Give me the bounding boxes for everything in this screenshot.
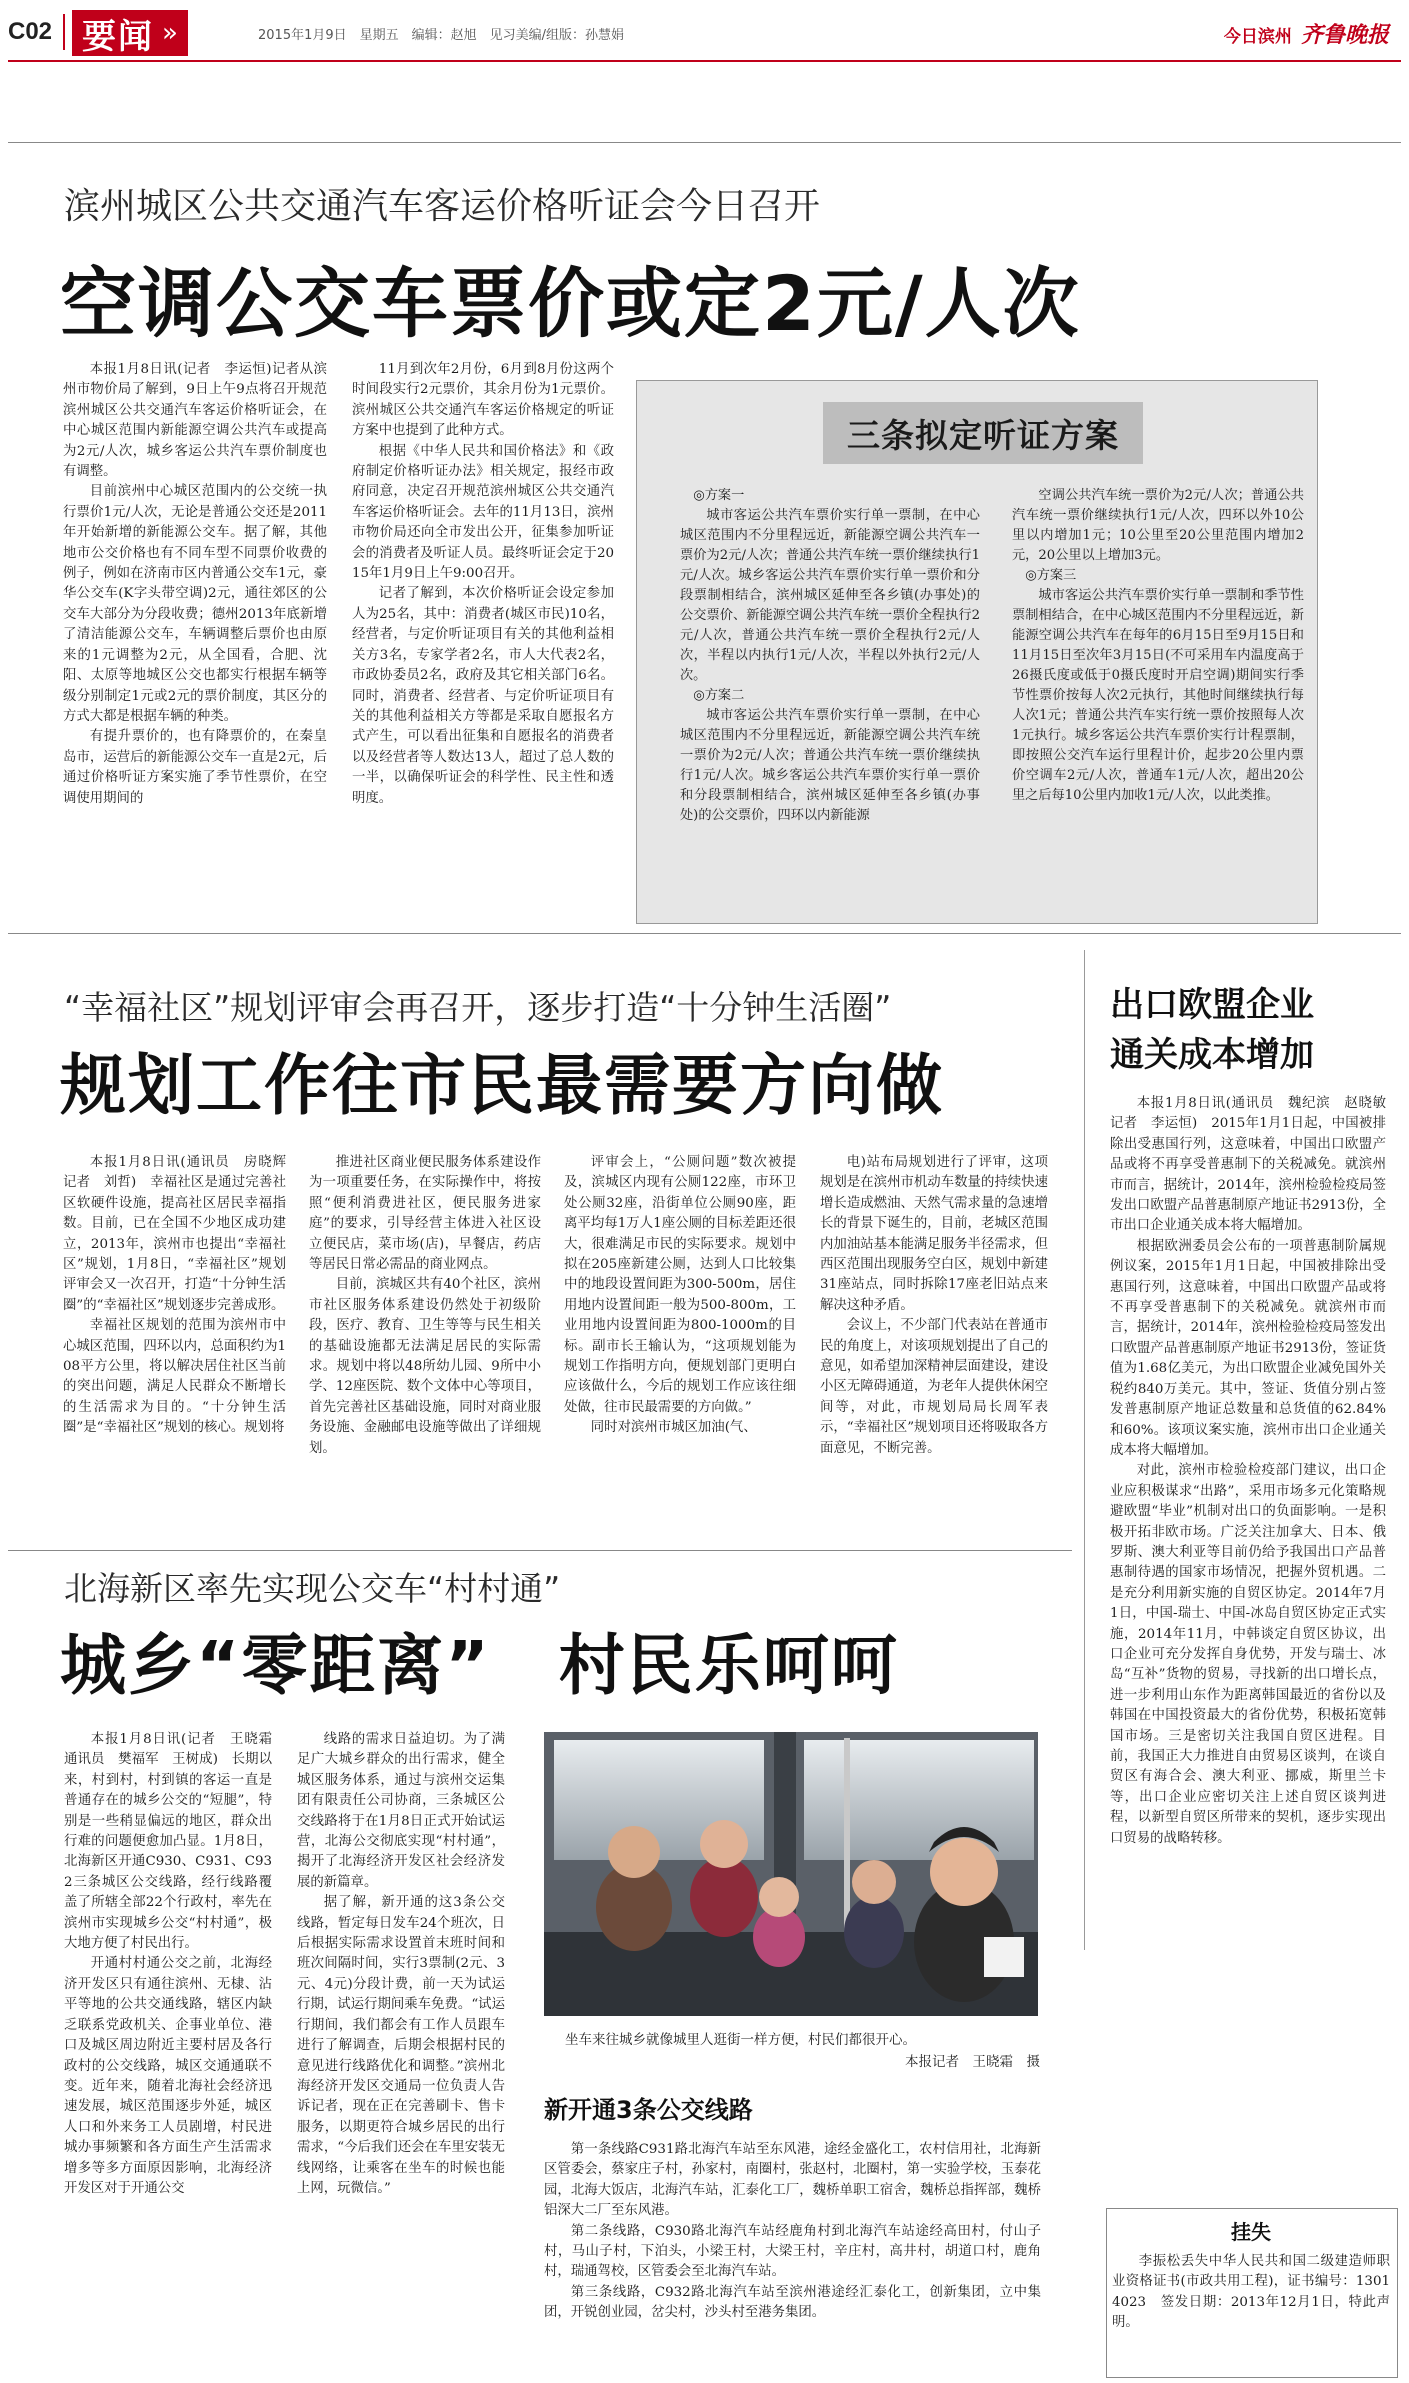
proposal-col-a xyxy=(680,486,980,908)
article3-headline: 出口欧盟企业 通关成本增加 xyxy=(1110,985,1314,1075)
page-header xyxy=(0,0,1409,62)
vertical-rule xyxy=(1084,950,1085,1950)
paragraph: 根据欧洲委员会公布的一项普惠制阶属规例议案，2015年1月1日起，中国被排除出受惠国行列，这意味着，中国出口欧盟产品或将不再享受普惠制下的关税减免。就滨州市而言，据统计，2014年，滨州检验检疫局签发出口欧盟产品普惠制原产地证书2913份，签证货值为1.68亿美元，为出口欧盟企业减免国外关税约840万美元。其中，签证、货值分别占签发普惠制原产地证总数量和总货值的62.84%和60%。该项议案实施，滨州市出口企业通关成本将大幅增加。 xyxy=(1110,1238,1386,1458)
photo-caption: 坐车来往城乡就像城里人逛街一样方便，村民们都很开心。 xyxy=(565,2032,916,2048)
paragraph: 有提升票价的，也有降票价的，在秦皇岛市，运营后的新能源公交车一直是2元，后通过价格听证方案实施了季节性票价，在空调使用期间的 xyxy=(63,729,327,806)
notice-paragraph: 李振松丢失中华人民共和国二级建造师职业资格证书(市政共用工程)，证书编号：13014023 签发日期：2013年12月1日，特此声明。 xyxy=(1112,2254,1390,2331)
paragraph: 空调公共汽车统一票价为2元/人次；普通公共汽车统一票价继续执行1元/人次，四环以外10公里以内增加1元；10公里至20公里范围内增加2元，20公里以上增加3元。 xyxy=(1012,488,1304,563)
section-rule-2 xyxy=(8,1550,1072,1551)
article4-kicker: 北海新区率先实现公交车“村村通” xyxy=(64,1569,561,1608)
header-info: 2015年1月9日 星期五 编辑：赵旭 见习美编/组版：孙慧娟 xyxy=(258,28,625,43)
article2-col3 xyxy=(564,1153,796,1533)
article2-col2 xyxy=(309,1153,541,1533)
section-label: 要闻 » xyxy=(72,10,188,56)
article4-headline: 城乡“零距离” 村民乐呵呵 xyxy=(60,1627,899,1704)
paragraph: ◎方案三 xyxy=(1025,568,1077,583)
paragraph: ◎方案二 xyxy=(693,688,745,703)
paragraph: 开通村村通公交之前，北海经济开发区只有通往滨州、无棣、沾平等地的公共交通线路，辖区内缺乏联系党政机关、企事业单位、港口及城区周边附近主要村居及各行政村的公交线路，城区交通通联不变。近年来，随着北海社会经济迅速发展，城区范围逐步外延，城区人口和外来务工人员剧增，村民进城办事频繁和各方面生产生活需求增多等多方面原因影响，北海经济开发区对于开通公交 xyxy=(64,1956,272,2196)
article4-col2 xyxy=(297,1730,505,2240)
header-rule xyxy=(8,60,1401,62)
notice-text xyxy=(1112,2252,1390,2368)
paragraph: 第三条线路，C932路北海汽车站至滨州港途经汇泰化工，创新集团，立中集团，开锐创业园，岔尖村，沙头村至港务集团。 xyxy=(544,2284,1041,2321)
section-rule-1 xyxy=(8,933,1401,934)
paragraph: 目前，滨城区共有40个社区，滨州市社区服务体系建设仍然处于初级阶段，医疗、教育、卫生等等与民生相关的基础设施都无法满足居民的实际需求。规划中将以48所幼儿园、9所中小学、12座医院、数个文体中心等项目，首先完善社区基础设施，同时对商业服务设施、金融邮电设施等做出了详细规划。 xyxy=(309,1277,541,1456)
article1-col2 xyxy=(352,360,614,920)
article2-kicker: “幸福社区”规划评审会再召开，逐步打造“十分钟生活圈” xyxy=(64,988,892,1027)
bus-photo xyxy=(544,1732,1038,2016)
article2-col1 xyxy=(63,1153,300,1533)
paragraph: 幸福社区规划的范围为滨州市中心城区范围，四环以内，总面积约为108平方公里，将以解决居住社区当前的突出问题，满足人民群众不断增长的生活需求为目的。“十分钟生活圈”是“幸福社区”规划的核心。规划将 xyxy=(63,1318,286,1436)
paragraph: 城市客运公共汽车票价实行单一票制，在中心城区范围内不分里程远近，新能源空调公共汽车统一票价为2元/人次；普通公共汽车统一票价继续执行1元/人次。城乡客运公共汽车票价实行单一票价和分段票制相结合，滨州城区延伸至各乡镇(办事处)的公交票价，四环以内新能源 xyxy=(680,708,980,823)
paragraph: 会议上，不少部门代表站在普通市民的角度上，对该项规划提出了自己的意见，如希望加深精神层面建设，建设小区无障碍通道，为老年人提供休闲空间等，对此，市规划局局长周军表示，“幸福社区”规划项目还将吸取各方面意见，不断完善。 xyxy=(820,1318,1048,1456)
article2-headline: 规划工作往市民最需要方向做 xyxy=(60,1047,944,1124)
double-chevron-icon: » xyxy=(162,18,178,48)
paragraph: 本报1月8日讯(通讯员 魏纪滨 赵晓敏 记者 李运恒) 2015年1月1日起，中国被排除出受惠国行列，这意味着，中国出口欧盟产品或将不再享受普惠制下的关税减免。就滨州市而言，据统计，2014年，滨州检验检疫局签发出口欧盟产品普惠制原产地证书2913份，全市出口企业通关成本将大幅增加。 xyxy=(1110,1096,1400,1234)
brand-logo: 今日滨州 齐鲁晚报 xyxy=(1223,22,1389,48)
routes-title: 新开通3条公交线路 xyxy=(544,2096,753,2124)
article4-col1 xyxy=(64,1730,286,2370)
paragraph: 评审会上，“公厕问题”数次被提及，滨城区内现有公厕122座，市环卫处公厕32座，沿街单位公厕90座，距离平均每1万人1座公厕的目标差距还很大，很难满足市民的实际要求。规划中拟在205座新建公厕，达到人口比较集中的地段设置间距为300-500m，居住用地内设置间距一般为500-800m，工业用地内设置间距为800-1000m的目标。副市长王输认为，“这项规划能为规划工作指明方向，便规划部门更明白应该做什么，今后的规划工作应该往细处做，往市民最需要的方向做。” xyxy=(564,1155,796,1415)
paragraph: 本报1月8日讯(通讯员 房晓辉 记者 刘哲) 幸福社区是通过完善社区软硬件设施，提高社区居民幸福指数。目前，已在全国不少地区成功建立，2013年，滨州市也提出“幸福社区”规划，1月8日，“幸福社区”规划评审会又一次召开，打造“十分钟生活圈”的“幸福社区”规划逐步完善成形。 xyxy=(63,1155,300,1313)
article1-headline: 空调公交车票价或定2元/人次 xyxy=(60,259,1081,348)
notice-title: 挂失 xyxy=(1231,2220,1271,2244)
proposal-col-b xyxy=(1012,486,1304,908)
paragraph: 据了解，新开通的这3条公交线路，暂定每日发车24个班次，日后根据实际需求设置首末班时间和班次间隔时间，实行3票制(2元、3元、4元)分段计费，前一天为试运行期，试运行期间乘车免费。“试运行期间，我们都会有工作人员跟车进行了解调查，后期会根据村民的意见进行线路优化和调整。”滨州北海经济开发区交通局一位负责人告诉记者，现在正在完善刷卡、售卡服务，以期更符合城乡居民的出行需求，“今后我们还会在车里安装无线网络，让乘客在坐车的时候也能上网，玩微信。” xyxy=(297,1895,505,2196)
paragraph: 线路的需求日益迫切。为了满足广大城乡群众的出行需求，健全城区服务体系，通过与滨州交运集团有限责任公司协商，三条城区公交线路将于在1月8日正式开始试运营，北海公交彻底实现“村村通”，揭开了北海经济开发区社会经济发展的新篇章。 xyxy=(297,1732,505,1890)
top-rule xyxy=(8,142,1401,143)
paragraph: 记者了解到，本次价格听证会设定参加人为25名，其中：消费者(城区市民)10名，经营者，与定价听证项目有关的其他利益相关方3名，专家学者2名，市人大代表2名，市政协委员2名，政府及其它相关部门6名。同时，消费者、经营者、与定价听证项目有关的其他利益相关方等都是采取自愿报名方式产生，可以看出征集和自愿报名的消费者以及经营者等人数达13人，超过了总人数的一半，以确保听证会的科学性、民主性和透明度。 xyxy=(352,586,614,806)
paragraph: 目前滨州中心城区范围内的公交统一执行票价1元/人次，无论是普通公交还是2011年开始新增的新能源公交车。据了解，其他地市公交价格也有不同车型不同票价收费的例子，例如在济南市区内普通公交车1元，豪华公交车(K字头带空调)2元，通往郊区的公交车大部分为分段收费；德州2013年底新增了清洁能源公交车，车辆调整后票价也由原来的1元调整为2元，从全国看，合肥、沈阳、太原等地城区公交也都实行根据车辆等级分别制定1元或2元的票价制度，其区分的方式大都是根据车辆的种类。 xyxy=(63,484,327,724)
paragraph: 城市客运公共汽车票价实行单一票制，在中心城区范围内不分里程远近，新能源空调公共汽车一票价为2元/人次；普通公共汽车统一票价继续执行1元/人次。城乡客运公共汽车票价实行单一票价和分段票制相结合，滨州城区延伸至各乡镇(办事处)的公交票价、新能源空调公共汽车统一票价全程执行2元/人次，普通公共汽车统一票价全程执行2元/人次，半程以内执行1元/人次，半程以外执行2元/人次。 xyxy=(680,508,980,683)
paragraph: 第二条线路，C930路北海汽车站经鹿角村到北海汽车站途经高田村，付山子村，马山子村，下泊头，小梁王村，大梁王村，辛庄村，高井村，胡道口村，鹿角村，瑞通驾校，区管委会至北海汽车站。 xyxy=(544,2223,1041,2280)
paragraph: 11月到次年2月份，6月到8月份这两个时间段实行2元票价，其余月份为1元票价。滨州城区公共交通汽车客运价格规定的听证方案中也提到了此种方式。 xyxy=(352,362,614,439)
paragraph: 城市客运公共汽车票价实行单一票制和季节性票制相结合，在中心城区范围内不分里程远近，新能源空调公共汽车在每年的6月15日至9月15日和11月15日至次年3月15日(不可采用车内温度高于26摄氏度或低于0摄氏度时开启空调)期间实行季节性票价按每人次2元执行，其他时间继续执行每人次1元；普通公共汽车实行统一票价按照每人次1元执行。城乡客运公共汽车票价实行计程票制，即按照公交汽车运行里程计价，起步20公里内票价空调车2元/人次，普通车1元/人次，超出20公里之后每10公里内加收1元/人次，以此类推。 xyxy=(1012,588,1304,803)
bus-interior-illustration xyxy=(544,1732,1038,2016)
article3-body xyxy=(1110,1094,1400,2198)
paragraph: 本报1月8日讯(记者 李运恒)记者从滨州市物价局了解到，9日上午9点将召开规范滨州城区公共交通汽车客运价格听证会，在中心城区范围内新能源空调公共汽车或提高为2元/人次，城乡客运公共汽车票价制度也有调整。 xyxy=(63,362,327,480)
photo-credit: 本报记者 王晓霜 摄 xyxy=(905,2054,1040,2070)
paragraph: 根据《中华人民共和国价格法》和《政府制定价格听证办法》相关规定，报经市政府同意，决定召开规范滨州城区公共交通汽车客运价格听证会。去年的11月13日，滨州市物价局还向全市发出公开，征集参加听证会的消费者及听证人员。最终听证会定于2015年1月9日上午9:00召开。 xyxy=(352,443,614,582)
paragraph: 电)站布局规划进行了评审，这项规划是在滨州市机动车数量的持续快速增长造成燃油、天然气需求量的急速增长的背景下诞生的，目前，老城区范围内加油站基本能满足服务半径需求，但西区范围出现服务空白区，规划中新建31座站点，同时拆除17座老旧站点来解决这种矛盾。 xyxy=(820,1155,1048,1313)
paragraph: 同时对滨州市城区加油(气、 xyxy=(590,1420,757,1436)
header-divider xyxy=(63,14,65,50)
article1-col1 xyxy=(63,360,327,920)
paragraph: 第一条线路C931路北海汽车站至东风港，途经金盛化工，农村信用社，北海新区管委会，蔡家庄子村，孙家村，南圈村，张赵村，北圈村，第一实验学校，玉泰花园，北海大饭店，北海汽车站，汇泰化工厂，魏桥单职工宿舍，魏桥总指挥部，魏桥铝深大二厂至东风港。 xyxy=(544,2142,1041,2219)
page-number: C02 xyxy=(8,18,53,45)
article1-kicker: 滨州城区公共交通汽车客运价格听证会今日召开 xyxy=(64,186,821,227)
article2-col4 xyxy=(820,1153,1048,1533)
routes-list xyxy=(544,2140,1041,2376)
paragraph: 对此，滨州市检验检疫部门建议，出口企业应积极谋求“出路”，采用市场多元化策略规避欧盟“毕业”机制对出口的负面影响。一是积极开拓非欧市场。广泛关注加拿大、日本、俄罗斯、澳大利亚等目前仍给予我国出口产品普惠制待遇的国家市场情况，把握外贸机遇。二是充分利用新实施的自贸区协定。2014年7月1日，中国-瑞士、中国-冰岛自贸区协定正式实施，2014年11月，中韩谈定自贸区协议，出口企业可充分发挥自身优势，开发与瑞士、冰岛“互补”货物的贸易，寻找新的出口增长点，进一步利用山东作为距离韩国最近的省份以及韩国在中国投资最大的省份优势，积极拓宽韩国市场。三是密切关注我国自贸区进程。目前，我国正大力推进自由贸易区谈判，在谈自贸区有海合会、澳大利亚、挪威，斯里兰卡等，出口企业应密切关注上述自贸区谈判进程，以新型自贸区所带来的契机，逐步实现出口贸易的战略转移。 xyxy=(1110,1463,1386,1846)
paragraph: 本报1月8日讯(记者 王晓霜 通讯员 樊福军 王树成) 长期以来，村到村，村到镇的客运一直是普通存在的城乡公交的“短腿”，特别是一些稍显偏远的地区，群众出行难的问题便愈加凸显。1月8日，北海新区开通C930、C931、C932三条城区公交线路，经行线路覆盖了所辖全部22个行政村，率先在滨州市实现城乡公交“村村通”，极大地方便了村民出行。 xyxy=(64,1732,286,1952)
paragraph: 推进社区商业便民服务体系建设作为一项重要任务，在实际操作中，将按照“便利消费进社区，便民服务进家庭”的要求，引导经营主体进入社区设立便民店，菜市场(店)，早餐店，药店等居民日常必需品的商业网点。 xyxy=(309,1155,541,1273)
proposal-box-title: 三条拟定听证方案 xyxy=(823,402,1143,464)
paragraph: ◎方案一 xyxy=(693,488,745,503)
